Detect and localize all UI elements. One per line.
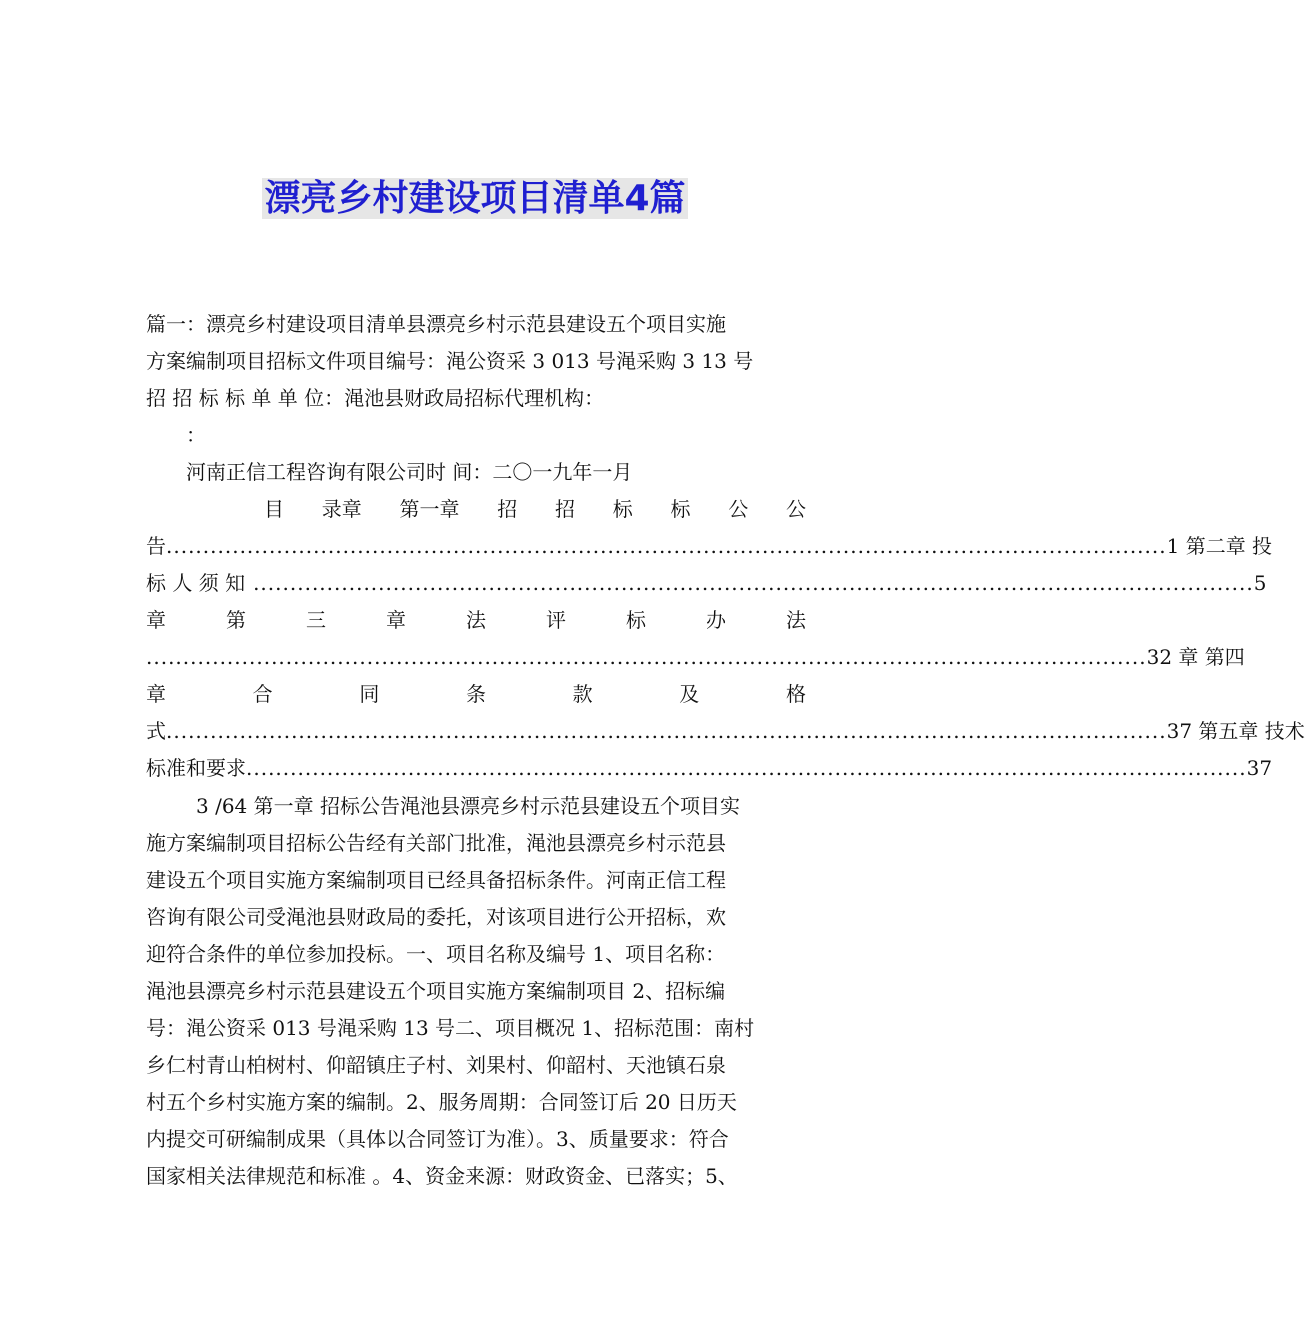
toc-entry-7 [146, 750, 1273, 787]
toc-head-word: 公 [786, 497, 806, 521]
toc-leader-dots: ........................................................................................................................................ [166, 719, 1167, 743]
toc-word: 合 [252, 682, 273, 706]
body-line-text: 施方案编制项目招标公告经有关部门批准，渑池县漂亮乡村示范县 [146, 831, 726, 855]
body-line [146, 1121, 806, 1158]
toc-entry-7-page: 37 [1246, 756, 1273, 780]
body-line [146, 1010, 806, 1047]
toc-word: 章 [146, 682, 166, 706]
toc-word: 章 [146, 608, 166, 632]
toc-head-word: 目 [264, 497, 284, 521]
toc-entry-4-page: 32 章 第四 [1146, 645, 1245, 669]
intro-line-2-text: 方案编制项目招标文件项目编号：渑公资采 3 013 号渑采购 3 13 号 [146, 349, 754, 373]
body-line [146, 862, 806, 899]
toc-leader-dots: ........................................................................................................................................ [166, 534, 1167, 558]
announcement-block [146, 788, 806, 1195]
toc-word: 第 [226, 608, 246, 632]
toc-word: 同 [359, 682, 380, 706]
toc-word: 办 [706, 608, 726, 632]
toc-entry-6 [146, 713, 1305, 750]
body-line-text: 乡仁村青山柏树村、仰韶镇庄子村、刘果村、仰韶村、天池镇石泉 [146, 1053, 726, 1077]
body-line [146, 1158, 806, 1195]
body-line [146, 825, 806, 862]
toc-entry-1-page: 1 第二章 投 [1166, 534, 1273, 558]
toc-entry-1-label: 告 [146, 534, 166, 558]
toc-entry-5 [146, 676, 806, 713]
toc-head-word: 公 [728, 497, 749, 521]
document-title [0, 176, 950, 222]
intro-line-2 [146, 343, 806, 380]
toc-head-word: 招 [555, 497, 575, 521]
body-line [146, 936, 806, 973]
toc-head-word: 标 [670, 497, 691, 521]
toc-entry-2 [146, 565, 1267, 602]
body-line-text: 号：渑公资采 013 号渑采购 13 号二、项目概况 1、招标范围：南村 [146, 1016, 755, 1040]
toc-leader-dots: ........................................................................................................................................ [253, 571, 1254, 595]
toc-entry-1 [146, 528, 1273, 565]
intro-line-1-text: 篇一：漂亮乡村建设项目清单县漂亮乡村示范县建设五个项目实施 [146, 312, 726, 336]
toc-head-word: 标 [612, 497, 633, 521]
toc-word: 条 [465, 682, 486, 706]
toc-entry-2-page: 5 [1253, 571, 1267, 595]
toc-entry-7-label: 标准和要求 [146, 756, 246, 780]
toc-leader-dots: ........................................................................................................................................ [146, 645, 1147, 669]
body-line [146, 899, 806, 936]
intro-line-1 [146, 306, 806, 343]
toc-entry-4 [146, 639, 1245, 676]
toc-word: 评 [546, 608, 566, 632]
toc-entry-3 [146, 602, 806, 639]
toc-entry-6-page: 37 第五章 技术 [1166, 719, 1305, 743]
intro-block [146, 306, 806, 491]
toc-word: 法 [466, 608, 486, 632]
intro-line-4: ： [186, 423, 206, 447]
toc-head-word: 录章 [321, 497, 362, 521]
toc-word: 格 [785, 682, 806, 706]
toc-word: 标 [626, 608, 646, 632]
toc-head-word: 第一章 [399, 497, 460, 521]
toc-entry-2-label: 标 人 须 知 [146, 571, 246, 595]
body-line [146, 1084, 806, 1121]
body-line-text: 内提交可研编制成果（具体以合同签订为准）。3、质量要求：符合 [146, 1127, 729, 1151]
toc-heading [146, 491, 806, 528]
toc-word: 三 [306, 608, 326, 632]
body-line-text: 建设五个项目实施方案编制项目已经具备招标条件。河南正信工程 [146, 868, 726, 892]
body-line [146, 973, 806, 1010]
toc-word: 及 [679, 682, 700, 706]
intro-line-5: 河南正信工程咨询有限公司时 间：二〇一九年一月 [186, 460, 633, 484]
body-line-text: 国家相关法律规范和标准 。4、资金来源：财政资金、已落实；5、 [146, 1164, 738, 1188]
document-title-text: 漂亮乡村建设项目清单4篇 [264, 178, 686, 219]
body-line [146, 1047, 806, 1084]
body-line-text: 村五个乡村实施方案的编制。2、服务周期：合同签订后 20 日历天 [146, 1090, 737, 1114]
intro-line-3: 招 招 标 标 单 单 位：渑池县财政局招标代理机构： [146, 386, 605, 410]
toc-leader-dots: ........................................................................................................................................ [246, 756, 1247, 780]
toc-word: 款 [572, 682, 593, 706]
body-line-text: 咨询有限公司受渑池县财政局的委托，对该项目进行公开招标，欢 [146, 905, 726, 929]
toc-entry-6-label: 式 [146, 719, 166, 743]
body-line: 3 /64 第一章 招标公告渑池县漂亮乡村示范县建设五个项目实 [196, 794, 740, 818]
body-line-text: 渑池县漂亮乡村示范县建设五个项目实施方案编制项目 2、招标编 [146, 979, 726, 1003]
toc-head-word: 招 [497, 497, 518, 521]
toc-word: 法 [786, 608, 806, 632]
table-of-contents [146, 491, 1305, 787]
toc-word: 章 [386, 608, 406, 632]
body-line-text: 迎符合条件的单位参加投标。一、项目名称及编号 1、项目名称： [146, 942, 726, 966]
